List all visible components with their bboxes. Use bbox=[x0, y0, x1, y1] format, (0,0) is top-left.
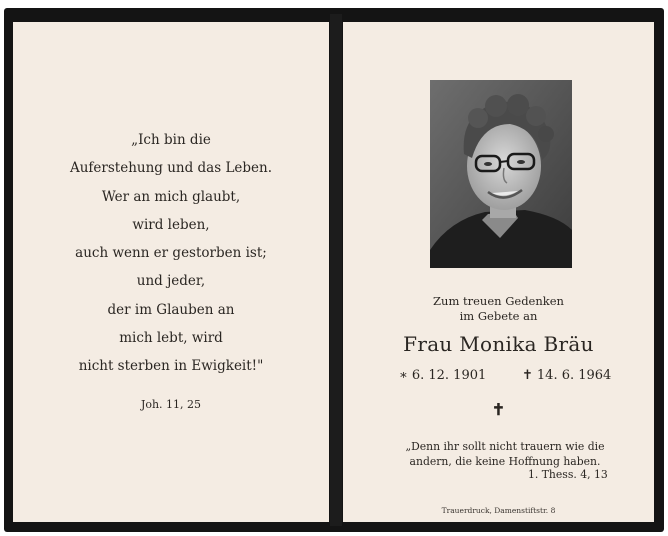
verse-line: „Ich bin die bbox=[131, 132, 211, 148]
card-fold bbox=[330, 14, 342, 526]
quote-line: „Denn ihr sollt nicht trauern wie die bbox=[405, 440, 605, 453]
printer-imprint: Trauerdruck, Damenstiftstr. 8 bbox=[441, 506, 556, 515]
portrait-photo bbox=[430, 80, 572, 268]
left-panel bbox=[13, 22, 329, 522]
cross-icon: ✝ bbox=[491, 400, 506, 419]
verse-line: nicht sterben in Ewigkeit!" bbox=[78, 358, 264, 375]
memorial-line: im Gebete an bbox=[459, 309, 538, 323]
verse-line: Auferstehung und das Leben. bbox=[69, 160, 273, 177]
memorial-card bbox=[4, 8, 664, 532]
bible-verse bbox=[13, 126, 329, 381]
verse-reference: Joh. 11, 25 bbox=[140, 398, 202, 411]
verse-line: und jeder, bbox=[136, 273, 206, 290]
death-date: 14. 6. 1964 bbox=[536, 368, 612, 383]
bible-quote bbox=[405, 439, 605, 469]
memorial-line: Zum treuen Gedenken bbox=[433, 294, 564, 308]
verse-line: wird leben, bbox=[132, 216, 210, 233]
birth-date: 6. 12. 1901 bbox=[411, 368, 487, 383]
quote-reference: 1. Thess. 4, 13 bbox=[528, 468, 608, 481]
death-cross-icon: ✝ bbox=[522, 368, 533, 383]
quote-line: andern, die keine Hoffnung haben. bbox=[409, 455, 601, 468]
birth-date-group bbox=[399, 368, 486, 383]
verse-line: Wer an mich glaubt, bbox=[101, 188, 241, 205]
right-panel bbox=[343, 22, 654, 522]
memorial-text bbox=[343, 294, 654, 324]
verse-line: der im Glauben an bbox=[107, 301, 235, 318]
verse-line: auch wenn er gestorben ist; bbox=[75, 245, 267, 262]
verse-line: mich lebt, wird bbox=[119, 330, 223, 347]
death-date-group bbox=[522, 368, 611, 383]
deceased-name: Frau Monika Bräu bbox=[403, 332, 594, 356]
birth-star-icon: ∗ bbox=[399, 368, 408, 383]
